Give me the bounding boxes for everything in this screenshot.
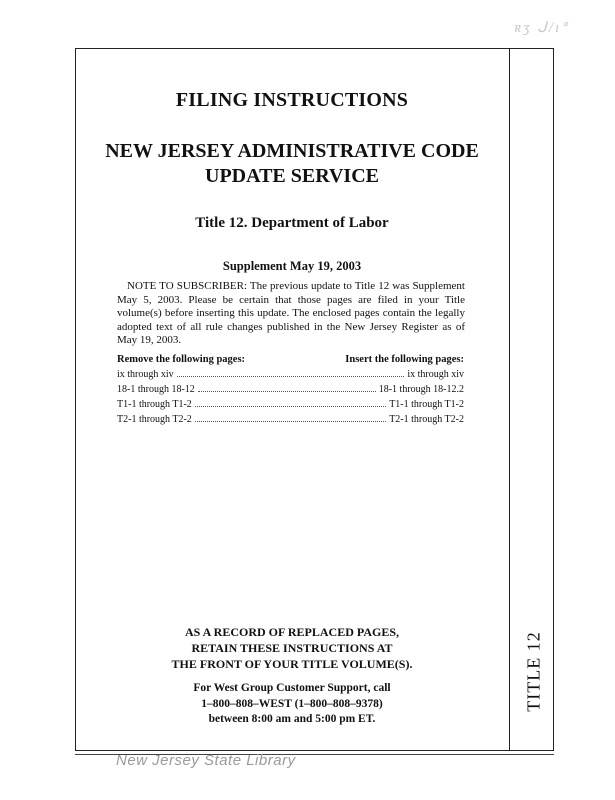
title-tab bbox=[517, 630, 551, 712]
dot-leader bbox=[177, 367, 405, 377]
dot-leader bbox=[195, 397, 386, 407]
code-heading-line1: NEW JERSEY ADMINISTRATIVE CODE bbox=[105, 140, 479, 162]
filing-instructions-heading: FILING INSTRUCTIONS bbox=[175, 89, 409, 111]
pages-table-header bbox=[117, 353, 464, 367]
dot-leader bbox=[195, 412, 386, 422]
insert-heading: Insert the following pages: bbox=[345, 354, 464, 365]
remove-pages: T1-1 through T1-2 bbox=[117, 399, 192, 410]
dot-leader bbox=[198, 382, 376, 392]
record-line2: RETAIN THESE INSTRUCTIONS AT bbox=[191, 641, 393, 655]
title-heading: Title 12. Department of Labor bbox=[195, 215, 389, 231]
tab-divider-line bbox=[509, 48, 510, 750]
handwritten-corner-mark: ʀʒ ᒍ/ıᐤ bbox=[514, 20, 569, 36]
table-row bbox=[117, 382, 464, 397]
remove-pages: 18-1 through 18-12 bbox=[117, 384, 195, 395]
support-hours: between 8:00 am and 5:00 pm ET. bbox=[208, 713, 376, 725]
remove-pages: T2-1 through T2-2 bbox=[117, 414, 192, 425]
insert-pages: T1-1 through T1-2 bbox=[389, 399, 464, 410]
subscriber-note: NOTE TO SUBSCRIBER: The previous update to Title 12 was Supplement May 5, 2003. Please be certain that those pages are filed in your Title volume(s) before inserting this update. The enclosed pages contain the legally adopted text of all rule changes published in the New Jersey Register as of May 19, 2003. bbox=[117, 280, 465, 346]
code-heading bbox=[76, 139, 508, 189]
insert-pages: ix through xiv bbox=[407, 369, 464, 380]
title-tab-label: TITLE 12 bbox=[523, 630, 544, 712]
support-phone: 1–800–808–WEST (1–800–808–9378) bbox=[201, 697, 383, 710]
table-row bbox=[117, 397, 464, 412]
insert-pages: 18-1 through 18-12.2 bbox=[378, 384, 464, 395]
remove-heading: Remove the following pages: bbox=[117, 354, 246, 365]
library-stamp: New Jersey State Library bbox=[116, 752, 296, 769]
record-instructions bbox=[76, 624, 508, 672]
record-line3: THE FRONT OF YOUR TITLE VOLUME(S). bbox=[171, 657, 413, 671]
document-body bbox=[76, 49, 508, 749]
record-line1: AS A RECORD OF REPLACED PAGES, bbox=[184, 625, 400, 639]
code-heading-line2: UPDATE SERVICE bbox=[205, 165, 379, 187]
customer-support bbox=[76, 681, 508, 728]
supplement-date: Supplement May 19, 2003 bbox=[222, 259, 362, 273]
support-line1: For West Group Customer Support, call bbox=[193, 682, 391, 694]
insert-pages: T2-1 through T2-2 bbox=[389, 414, 464, 425]
table-row bbox=[117, 412, 464, 427]
remove-pages: ix through xiv bbox=[117, 369, 174, 380]
table-row bbox=[117, 367, 464, 382]
pages-table bbox=[117, 353, 464, 427]
